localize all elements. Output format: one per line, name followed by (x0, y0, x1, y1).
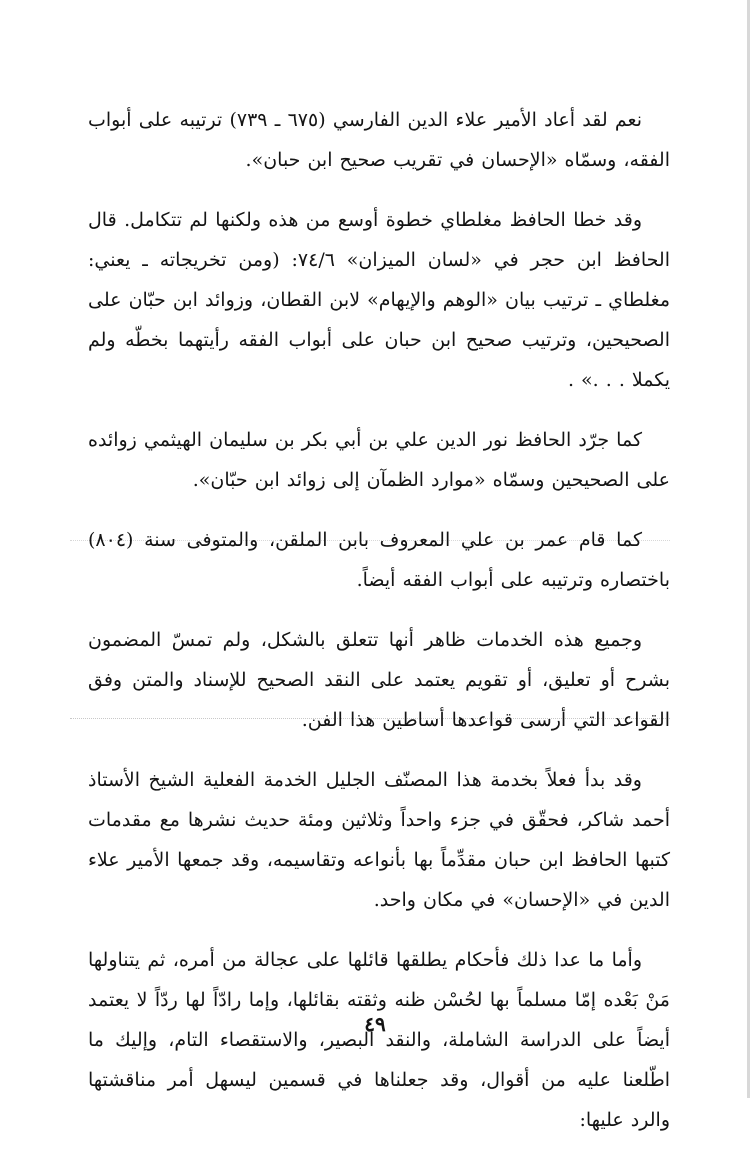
page-body (88, 100, 670, 1160)
paragraph-mughaltay: وقد خطا الحافظ مغلطاي خطوة أوسع من هذه ولكنها لم تتكامل. قال الحافظ ابن حجر في «لسان الميزان» ٧٤/٦: (ومن تخريجاته ـ يعني: مغلطاي ـ ترتيب بيان «الوهم والإيهام» لابن القطان، وزوائد ابن حبّان على الصحيحين، وترتيب صحيح ابن حبان على أبواب الفقه رأيتهما بخطّه ولم يكملا . . .» . (88, 209, 670, 391)
paragraph-ahmad-shakir: وقد بدأ فعلاً بخدمة هذا المصنّف الجليل الخدمة الفعلية الشيخ الأستاذ أحمد شاكر، فحقّق في جزء واحداً وثلاثين ومئة حديث نشرها مع مقدمات كتبها الحافظ ابن حبان مقدِّماً بها بأنواعه وتقاسيمه، وقد جمعها الأمير علاء الدين في «الإحسان» في مكان واحد. (88, 769, 671, 911)
paragraph-form-services: وجميع هذه الخدمات ظاهر أنها تتعلق بالشكل، ولم تمسّ المضمون بشرح أو تعليق، أو تقويم يعتمد على النقد الصحيح للإسناد والمتن وفق القواعد التي أرسى قواعدها أساطين هذا الفن. (88, 629, 670, 731)
paragraph-haythami: كما جرّد الحافظ نور الدين علي بن أبي بكر بن سليمان الهيثمي زوائده على الصحيحين وسمّاه «موارد الظمآن إلى زوائد ابن حبّان». (88, 429, 670, 491)
page-number: ٤٩ (364, 1012, 386, 1036)
paragraph-alfarisi-arrangement: نعم لقد أعاد الأمير علاء الدين الفارسي (٦٧٥ ـ ٧٣٩) ترتيبه على أبواب الفقه، وسمّاه «الإحسان في تقريب صحيح ابن حبان». (88, 109, 670, 171)
paragraph-judgments: وأما ما عدا ذلك فأحكام يطلقها قائلها على عجالة من أمره، ثم يتناولها مَنْ بَعْده إمّا مسلماً بها لحُسْن ظنه وثقته بقائلها، وإما رادّاً لها ردّاً لا يعتمد أيضاً على الدراسة الشاملة، والنقد البصير، والاستقصاء التام، وإليك ما اطّلعنا عليه من أقوال، وقد جعلناها في قسمين ليسهل أمر مناقشتها والرد عليها: (88, 949, 670, 1131)
paragraph-ibn-almulaqqin: كما قام عمر بن علي المعروف بابن الملقن، والمتوفى سنة (٨٠٤) باختصاره وترتيبه على أبواب الفقه أيضاً. (88, 529, 670, 591)
